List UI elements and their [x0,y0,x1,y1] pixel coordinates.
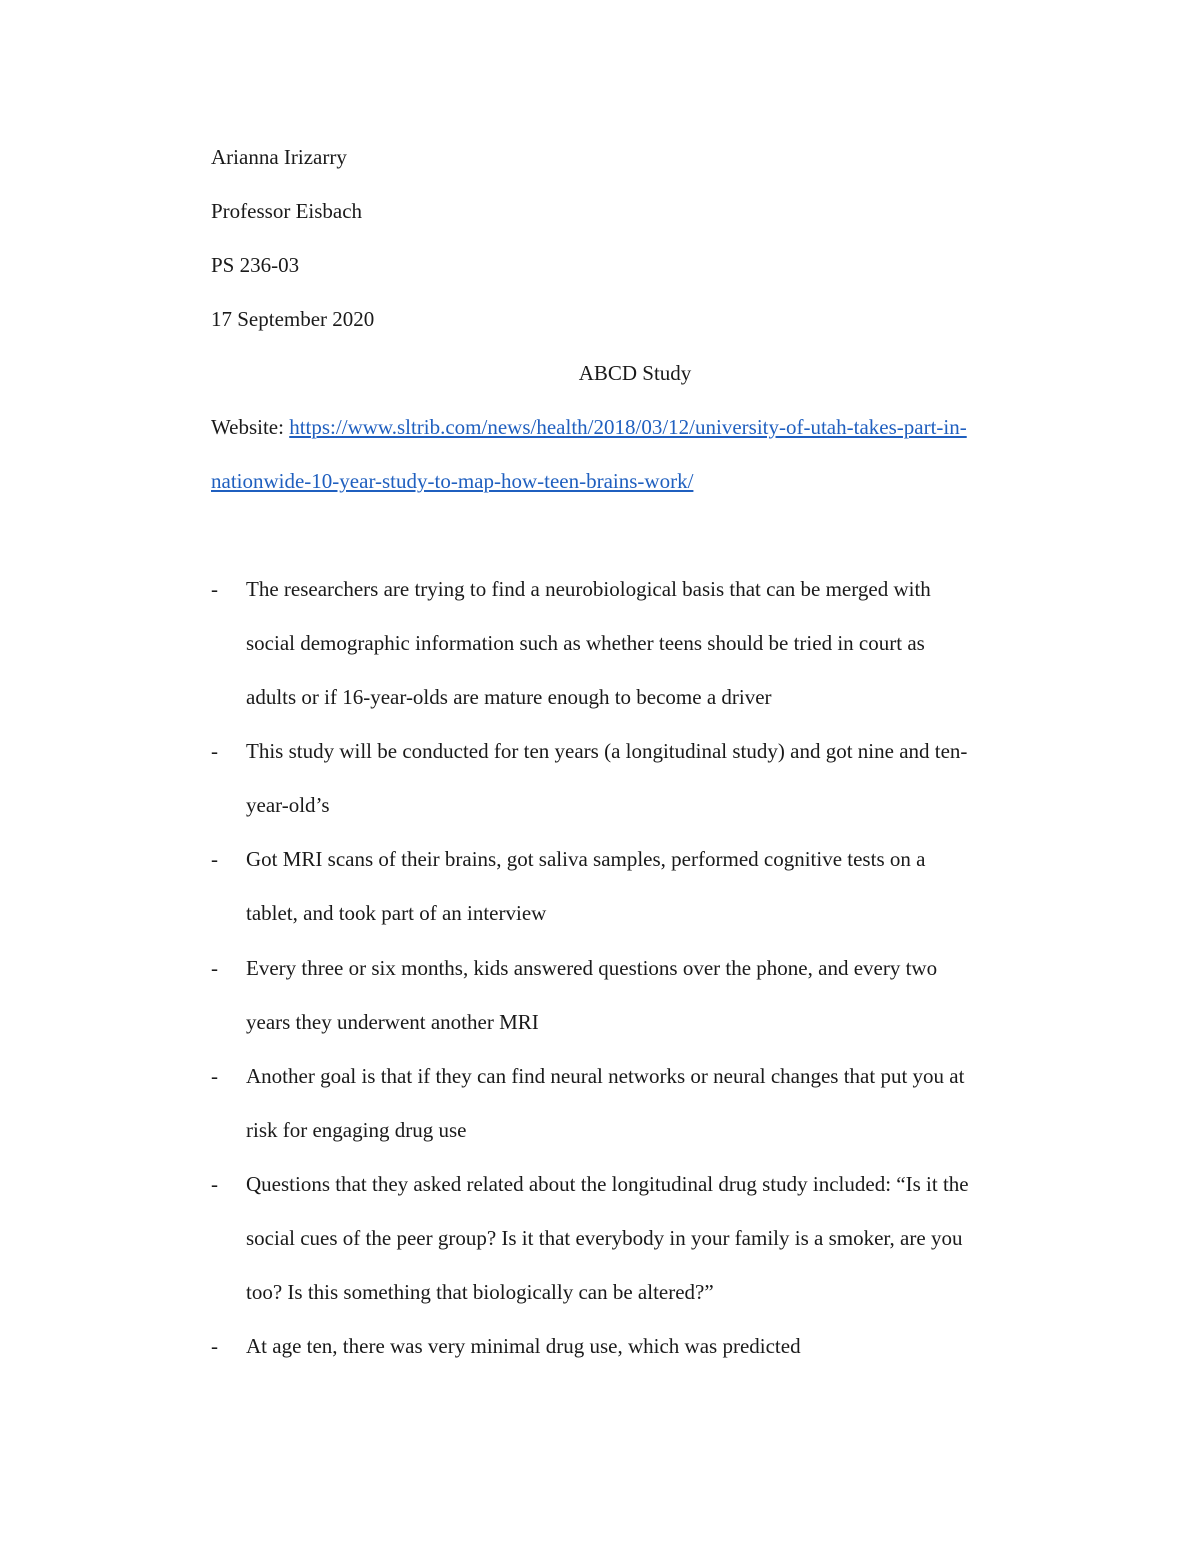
bullet-dash: - [211,1064,218,1088]
website-label: Website: [211,415,290,439]
bullet-text: The researchers are trying to find a neurobiological basis that can be merged with [246,577,931,601]
bullet-text: social cues of the peer group? Is it that everybody in your family is a smoker, are you [246,1226,963,1250]
website-link[interactable]: https://www.sltrib.com/news/health/2018/03/12/university-of-utah-takes-part-in- [289,415,967,439]
bullet-dash: - [211,1172,218,1196]
bullet-text: tablet, and took part of an interview [246,901,547,925]
bullet-text: Every three or six months, kids answered questions over the phone, and every two [246,956,938,980]
bullet-text: social demographic information such as whether teens should be tried in court as [246,631,925,655]
website-line [211,413,967,441]
bullet-text: Questions that they asked related about the longitudinal drug study included: “Is it the [246,1172,969,1196]
course-code: PS 236-03 [211,253,300,277]
author-name: Arianna Irizarry [211,145,347,169]
bullet-text: years they underwent another MRI [246,1010,539,1034]
bullet-text: Got MRI scans of their brains, got saliva samples, performed cognitive tests on a [246,847,926,871]
bullet-text: too? Is this something that biologically can be altered?” [246,1280,714,1304]
document-date: 17 September 2020 [211,307,375,331]
website-link-continued[interactable]: nationwide-10-year-study-to-map-how-teen-brains-work/ [211,469,694,493]
bullet-text: year-old’s [246,793,330,817]
bullet-text: At age ten, there was very minimal drug use, which was predicted [246,1334,801,1358]
bullet-dash: - [211,1334,218,1358]
bullet-dash: - [211,956,218,980]
bullet-text: Another goal is that if they can find neural networks or neural changes that put you at [246,1064,965,1088]
website-line-2 [211,467,693,495]
professor-name: Professor Eisbach [211,199,363,223]
bullet-dash: - [211,739,218,763]
bullet-dash: - [211,577,218,601]
document-title: ABCD Study [578,361,692,385]
bullet-text: risk for engaging drug use [246,1118,467,1142]
bullet-text: This study will be conducted for ten years (a longitudinal study) and got nine and ten- [246,739,968,763]
bullet-dash: - [211,847,218,871]
bullet-text: adults or if 16-year-olds are mature enough to become a driver [246,685,772,709]
